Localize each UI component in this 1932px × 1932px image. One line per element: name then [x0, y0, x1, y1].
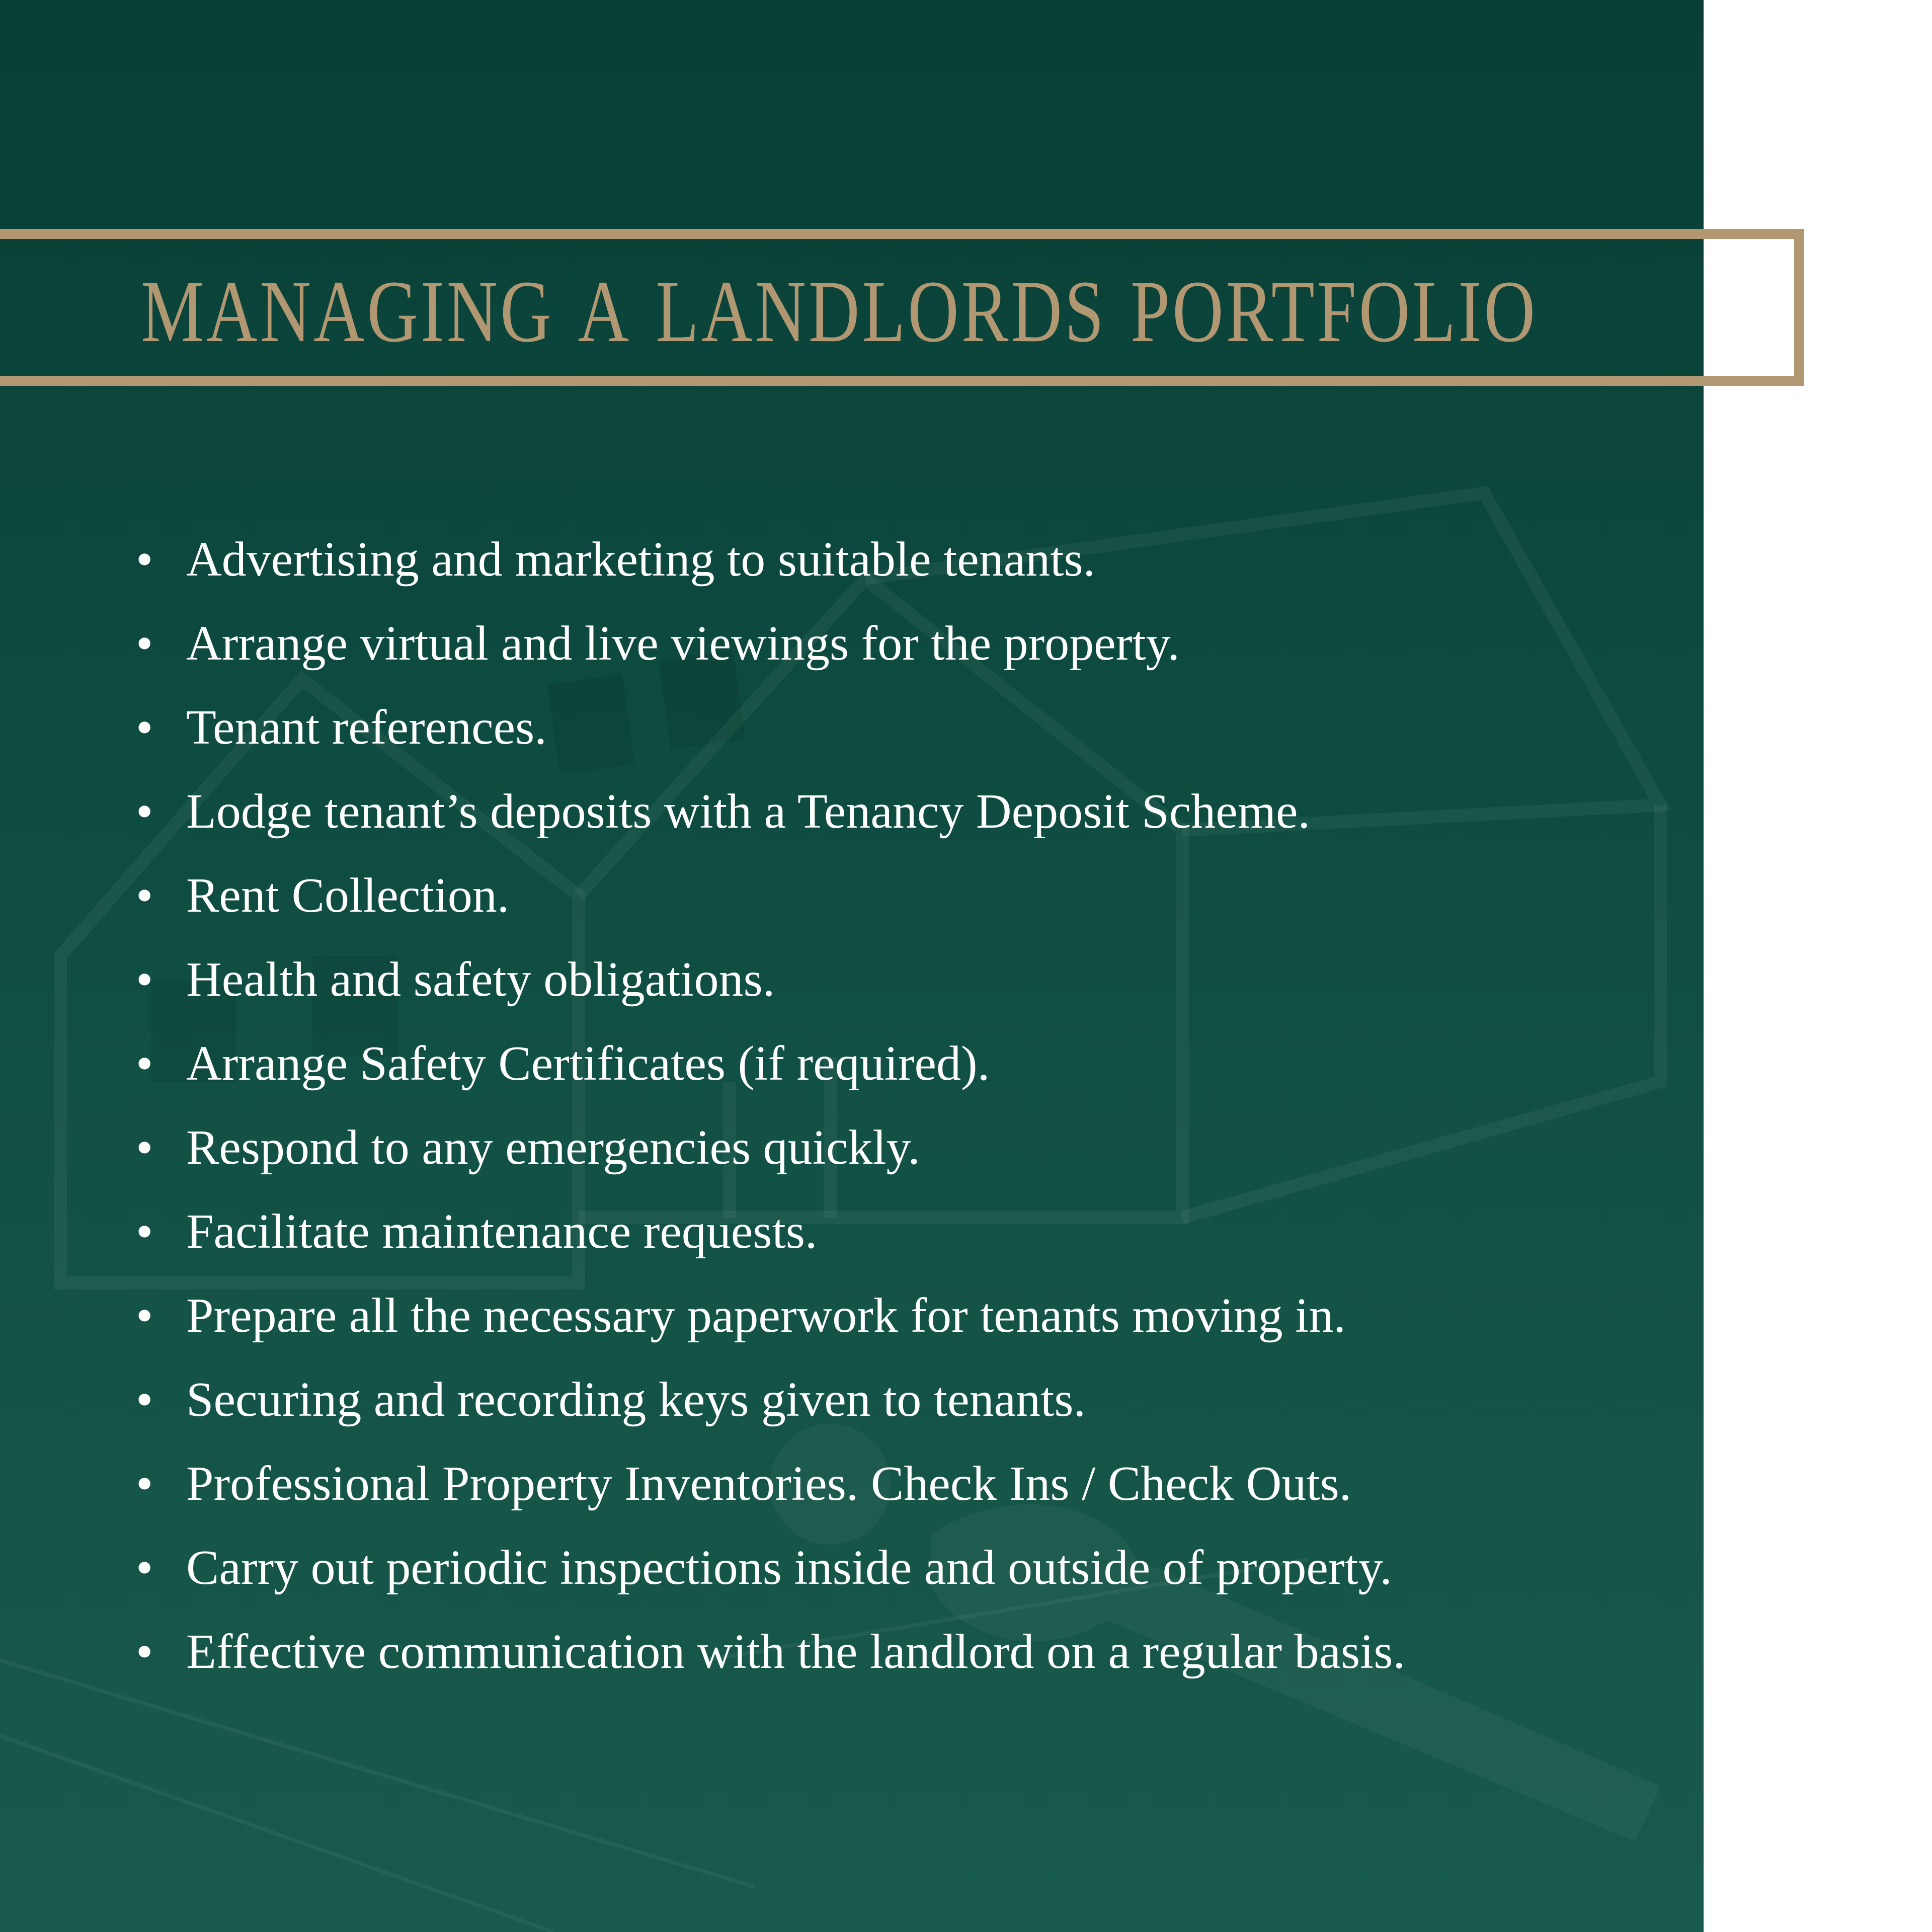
- bullet-icon: •: [136, 1289, 153, 1343]
- bullet-icon: •: [136, 952, 153, 1007]
- list-item: [136, 1287, 1670, 1371]
- list-item-text: Securing and recording keys given to tenants.: [186, 1373, 1086, 1427]
- list-item: [136, 951, 1670, 1035]
- list-item: [136, 1623, 1670, 1707]
- list-item-text: Tenant references.: [186, 700, 547, 755]
- list-item-text: Facilitate maintenance requests.: [186, 1204, 818, 1259]
- list-item: [136, 867, 1670, 951]
- page-title: [141, 262, 1538, 362]
- list-item-text: Health and safety obligations.: [186, 952, 775, 1007]
- list-item-text: Advertising and marketing to suitable tenants.: [186, 532, 1096, 587]
- bullet-icon: •: [136, 1373, 153, 1427]
- list-item-text: Respond to any emergencies quickly.: [186, 1120, 920, 1175]
- list-item-text: Carry out periodic inspections inside and outside of property.: [186, 1541, 1392, 1595]
- bullet-icon: •: [136, 1457, 153, 1511]
- list-item-text: Prepare all the necessary paperwork for tenants moving in.: [186, 1289, 1346, 1343]
- bullet-icon: •: [136, 532, 153, 587]
- bullet-icon: •: [136, 700, 153, 755]
- list-item-text: Professional Property Inventories. Check Ins / Check Outs.: [186, 1457, 1352, 1511]
- list-item-text: Rent Collection.: [186, 868, 510, 923]
- list-item: [136, 699, 1670, 783]
- title-word: PORTFOLIO: [1130, 263, 1538, 361]
- list-item-text: Arrange virtual and live viewings for the property.: [186, 616, 1180, 671]
- list-item: [136, 1371, 1670, 1455]
- list-item-text: Lodge tenant’s deposits with a Tenancy Deposit Scheme.: [186, 784, 1310, 839]
- list-item: [136, 1203, 1670, 1287]
- title-word: LANDLORDS: [656, 263, 1106, 361]
- bullet-icon: •: [136, 616, 153, 671]
- list-item: [136, 1119, 1670, 1203]
- title-word: A: [578, 263, 632, 361]
- bullet-icon: •: [136, 868, 153, 923]
- list-item: [136, 783, 1670, 867]
- list-item: [136, 531, 1670, 615]
- bullet-icon: •: [136, 1204, 153, 1259]
- bullet-icon: •: [136, 784, 153, 839]
- bullet-icon: •: [136, 1120, 153, 1175]
- list-item: [136, 1455, 1670, 1539]
- list-item-text: Arrange Safety Certificates (if required).: [186, 1036, 990, 1091]
- list-item: [136, 1539, 1670, 1623]
- list-item-text: Effective communication with the landlord on a regular basis.: [186, 1625, 1405, 1679]
- list-item: [136, 1035, 1670, 1119]
- bullet-icon: •: [136, 1541, 153, 1595]
- title-word: MANAGING: [141, 263, 554, 361]
- services-list: [136, 531, 1670, 1707]
- bullet-icon: •: [136, 1036, 153, 1091]
- list-item: [136, 615, 1670, 699]
- bullet-icon: •: [136, 1625, 153, 1679]
